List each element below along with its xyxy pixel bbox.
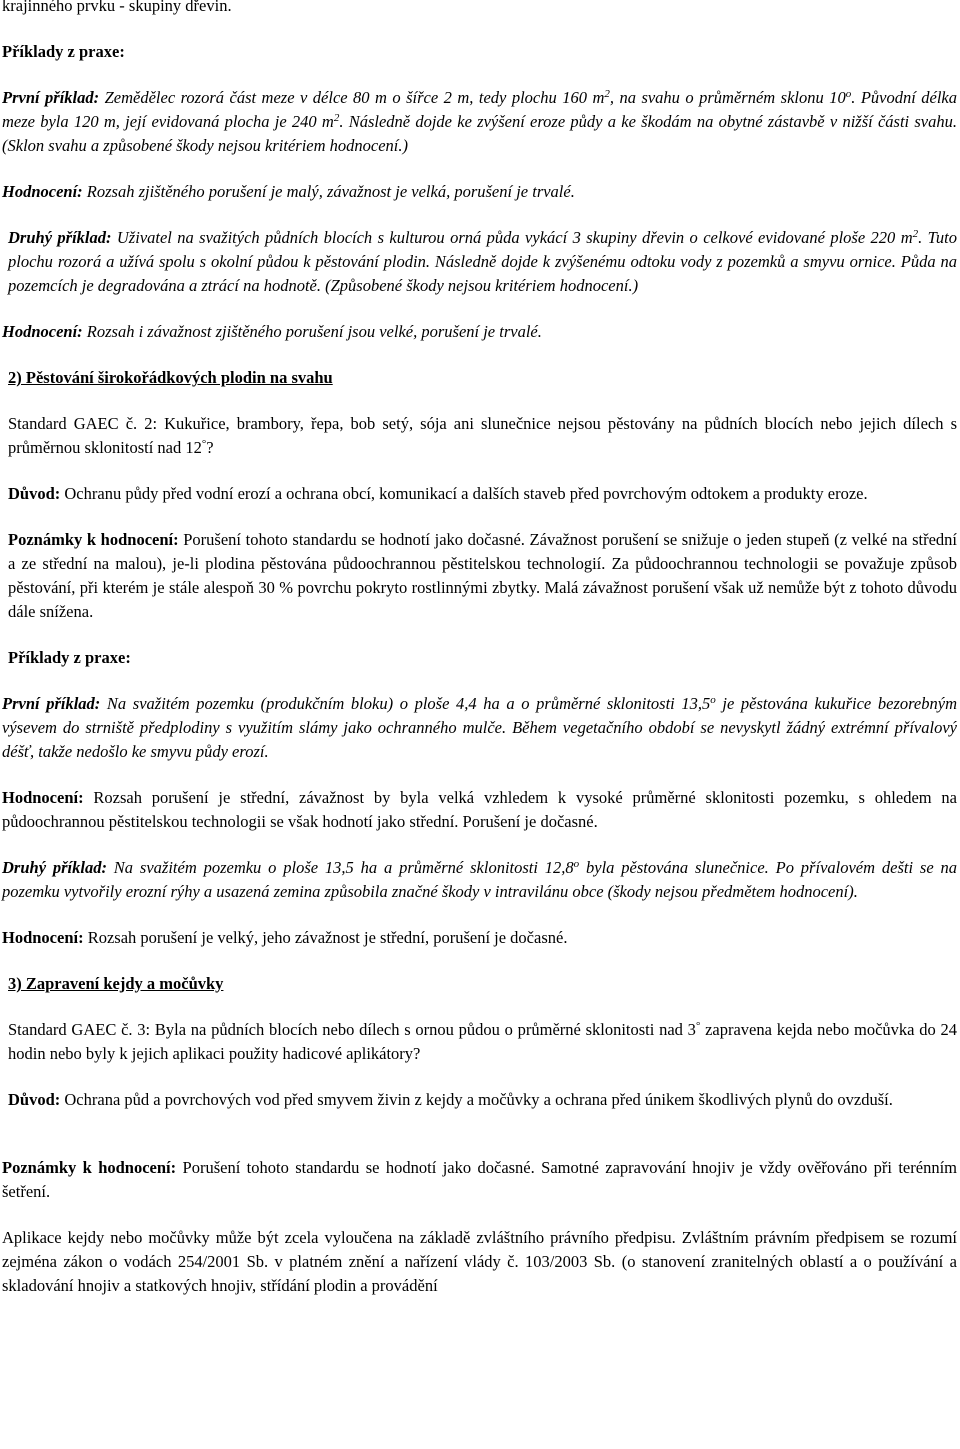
s2-example2-paragraph xyxy=(2,856,957,904)
example2-label: Druhý příklad: xyxy=(8,228,112,247)
s2-evaluation2-text: Rozsah porušení je velký, jeho závažnost je střední, porušení je dočasné. xyxy=(83,928,568,947)
example1-text-b: , na svahu o průměrném sklonu 10 xyxy=(609,88,846,107)
s2-example1-text-b: je pěstována kukuřice bezorebným výsevem do strniště předplodiny s využitím slámy jako ochranného mulče. Během vegetačního období se nevyskytl žádný extrémní přívalový déšť, takže nedošlo ke smyvu půdy erozí. xyxy=(2,694,957,761)
degree-symbol: ° xyxy=(201,438,207,450)
superscript: 2 xyxy=(912,228,919,240)
evaluation1-paragraph xyxy=(2,180,957,204)
notes-label: Poznámky k hodnocení: xyxy=(8,530,179,549)
example2-text-a: Uživatel na svažitých půdních blocích s kulturou orná půda vykácí 3 skupiny dřevin o celkové evidované ploše 220 m xyxy=(111,228,913,247)
example2-paragraph xyxy=(2,226,957,298)
standard-gaec-3-text-a: Standard GAEC č. 3: Byla na půdních blocích nebo dílech s ornou půdou o průměrné sklonitosti nad 3 xyxy=(8,1020,696,1039)
s2-example2-text-a: Na svažitém pozemku o ploše 13,5 ha a průměrné sklonitosti 12,8 xyxy=(106,858,574,877)
examples-title-1: Příklady z praxe: xyxy=(2,42,125,61)
standard-gaec-2-text: Standard GAEC č. 2: Kukuřice, brambory, řepa, bob setý, sója ani slunečnice nejsou pěstovány na půdních blocích nebo jejich dílech s průměrnou sklonitostí nad 12 xyxy=(8,414,957,457)
superscript: 2 xyxy=(333,112,340,124)
section-heading-2: 2) Pěstování širokořádkových plodin na svahu xyxy=(8,368,333,387)
superscript: o xyxy=(845,88,852,100)
notes-label: Poznámky k hodnocení: xyxy=(2,1158,177,1177)
evaluation2-text: Rozsah i závažnost zjištěného porušení jsou velké, porušení je trvalé. xyxy=(82,322,542,341)
evaluation2-label: Hodnocení: xyxy=(2,322,83,341)
s2-example1-text-a: Na svažitém pozemku (produkčním bloku) o ploše 4,4 ha a o průměrné sklonitosti 13,5 xyxy=(100,694,711,713)
superscript: 2 xyxy=(604,88,610,100)
degree-symbol: ° xyxy=(695,1020,701,1032)
s2-evaluation1-label: Hodnocení: xyxy=(2,788,84,807)
final-paragraph: Aplikace kejdy nebo močůvky může být zcela vyloučena na základě zvláštního právního předpisu. Zvláštním právním předpisem se rozumí zejména zákon o vodách 254/2001 Sb. v platném znění a nařízení vlády č. 103/2003 Sb. (o stanovení zranitelných oblastí a o používání a skladování hnojiv a statkových hnojiv, střídání plodin a provádění xyxy=(2,1228,957,1295)
notes-paragraph-3 xyxy=(2,1156,957,1204)
s2-evaluation1-paragraph xyxy=(2,786,957,834)
evaluation1-text: Rozsah zjištěného porušení je malý, závažnost je velká, porušení je trvalé. xyxy=(82,182,575,201)
reason-paragraph-3 xyxy=(2,1088,957,1112)
standard-gaec-3 xyxy=(2,1018,957,1066)
example1-text-c: . Původní délka meze byla 120 m, její evidovaná plocha je 240 m xyxy=(2,88,957,131)
example1-text-d: . Následně dojde ke zvýšení eroze půdy a ke škodám na obytné zástavbě v nižší části svahu. (Sklon svahu a způsobené škody nejsou kritériem hodnocení.) xyxy=(2,112,957,155)
standard-gaec-3-text-b: zapravena kejda nebo močůvka do 24 hodin nebo byly k jejich aplikaci použity hadicové aplikátory? xyxy=(8,1020,957,1063)
s2-evaluation1-text: Rozsah porušení je střední, závažnost by byla velká vzhledem k vysoké průměrné sklonitosti pozemku, s ohledem na půdoochrannou pěstitelskou technologii se však hodnotí jako střední. Porušení je dočasné. xyxy=(2,788,957,831)
notes-text: Porušení tohoto standardu se hodnotí jako dočasné. Samotné zapravování hnojiv je vždy ověřováno při terénním šetření. xyxy=(2,1158,957,1201)
s2-example1-label: První příklad: xyxy=(2,694,101,713)
example1-text-a: Zemědělec rozorá část meze v délce 80 m o šířce 2 m, tedy plochu 160 m xyxy=(99,88,605,107)
notes-text: Porušení tohoto standardu se hodnotí jako dočasné. Závažnost porušení se snižuje o jeden stupeň (z velké na střední a ze střední na malou), je-li plodina pěstována půdoochrannou pěstitelskou technologií. Za půdoochrannou technologii se považuje způsob pěstování, při kterém je stále alespoň 30 % povrchu pokryto rostlinnými zbytky. Malá závažnost porušení však už nemůže být z tohoto důvodu dále snížena. xyxy=(8,530,958,621)
example1-paragraph xyxy=(2,86,957,158)
section-heading-3: 3) Zapravení kejdy a močůvky xyxy=(8,974,224,993)
reason-label: Důvod: xyxy=(8,484,61,503)
example1-label: První příklad: xyxy=(2,88,100,107)
reason-paragraph-2 xyxy=(2,482,957,506)
standard-gaec-2 xyxy=(2,412,957,460)
s2-evaluation2-label: Hodnocení: xyxy=(2,928,84,947)
s2-evaluation2-paragraph xyxy=(2,926,957,950)
evaluation1-label: Hodnocení: xyxy=(2,182,83,201)
notes-paragraph-2 xyxy=(2,528,957,624)
s2-example1-paragraph xyxy=(2,692,957,764)
standard-gaec-2-end: ? xyxy=(206,438,214,457)
reason-label: Důvod: xyxy=(8,1090,61,1109)
s2-example2-text-b: byla pěstována slunečnice. Po přívalovém dešti se na pozemku vytvořily erozní rýhy a usazená zemina způsobila značné škody v intravilánu obce (škody nejsou předmětem hodnocení). xyxy=(2,858,957,901)
reason-text: Ochrana půd a povrchových vod před smyvem živin z kejdy a močůvky a ochrana před únikem škodlivých plynů do ovzduší. xyxy=(60,1090,893,1109)
superscript: o xyxy=(710,694,716,706)
example2-text-b: . Tuto plochu rozorá a užívá spolu s okolní půdou k pěstování plodin. Následně dojde k zvýšenému odtoku vody z pozemků a smyvu ornice. Půda na pozemcích je degradována a ztrácí na hodnotě. (Způsobené škody nejsou kritériem hodnocení.) xyxy=(8,228,957,295)
document-page xyxy=(2,0,957,1298)
top-fragment: krajinného prvku - skupiny dřevin. xyxy=(2,0,232,15)
superscript: o xyxy=(573,858,580,870)
s2-example2-label: Druhý příklad: xyxy=(2,858,107,877)
reason-text: Ochranu půdy před vodní erozí a ochrana obcí, komunikací a dalších staveb před povrchovým odtokem a produkty eroze. xyxy=(60,484,868,503)
examples-title-2: Příklady z praxe: xyxy=(8,648,131,667)
evaluation2-paragraph xyxy=(2,320,957,344)
